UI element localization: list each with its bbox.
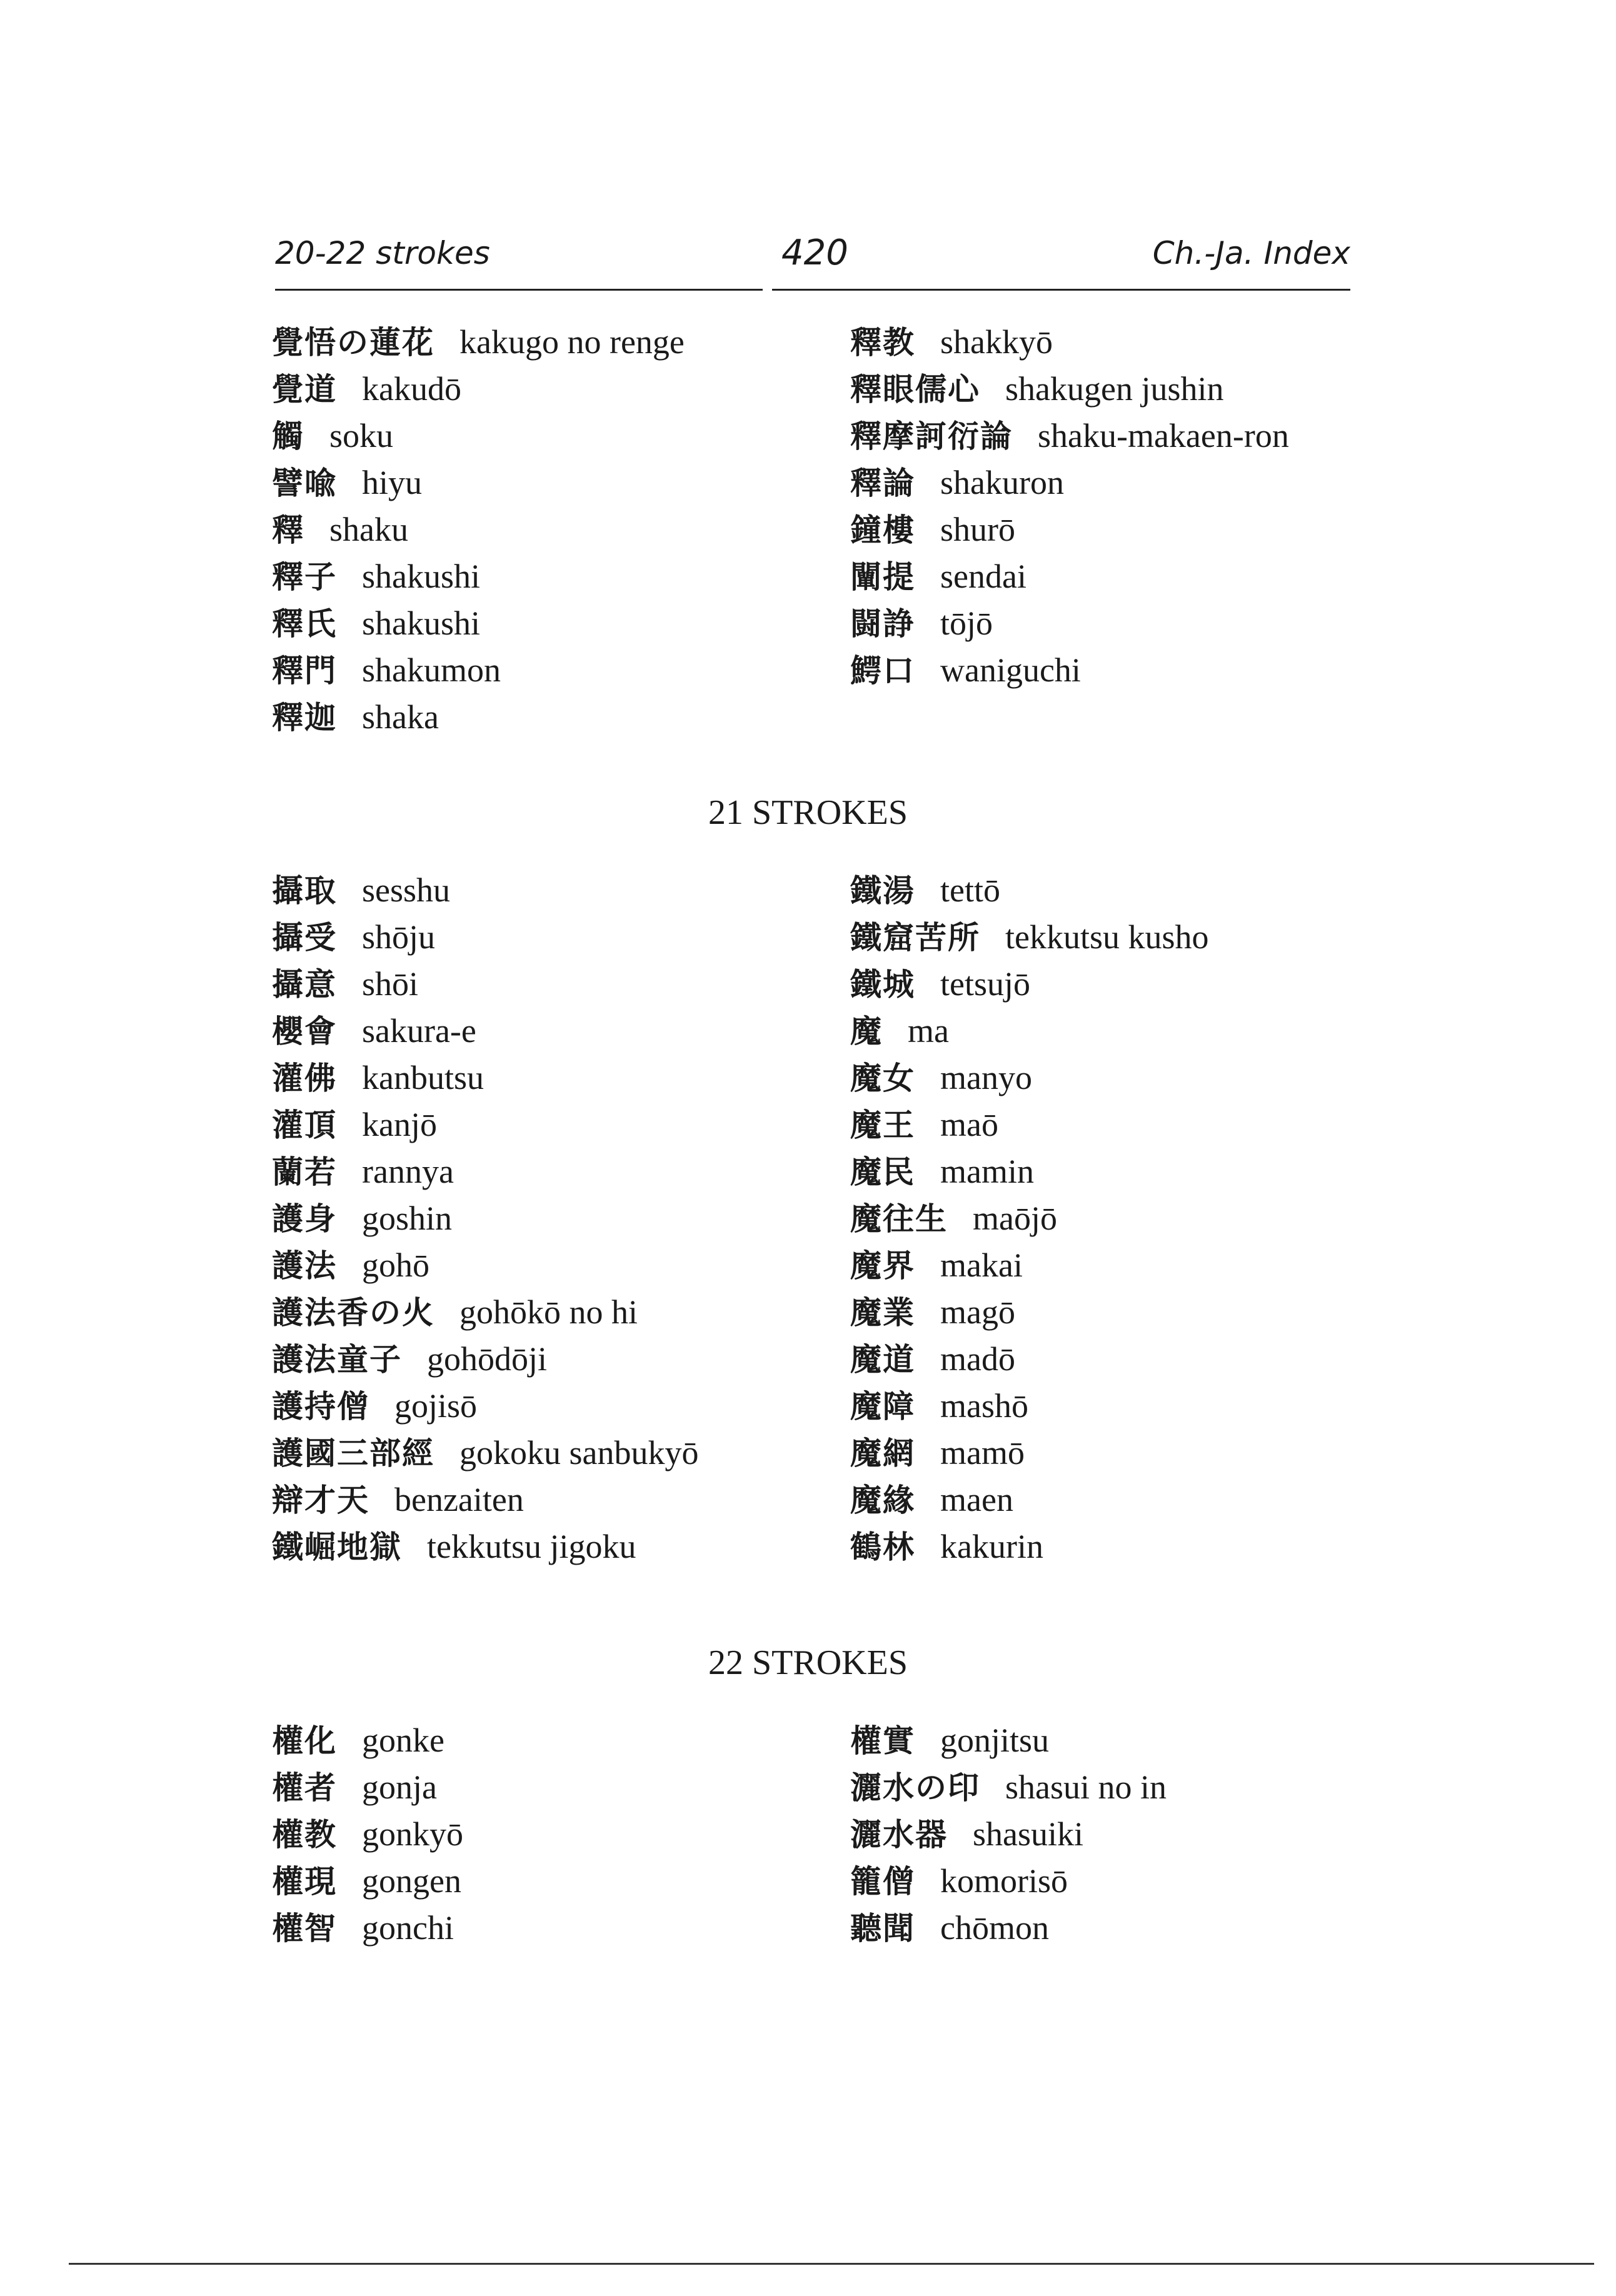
entry-reading: shakushi bbox=[362, 558, 480, 595]
entry-kanji: 護身 bbox=[272, 1201, 337, 1237]
entry-reading: shakkyō bbox=[940, 323, 1053, 361]
index-entry bbox=[272, 1763, 850, 1810]
entry-reading: tōjō bbox=[940, 604, 993, 642]
entry-reading: makai bbox=[940, 1246, 1023, 1284]
entry-kanji: 籠僧 bbox=[850, 1863, 915, 1900]
entry-kanji: 攝受 bbox=[272, 920, 337, 956]
index-entry bbox=[850, 318, 1372, 364]
entry-reading: mashō bbox=[940, 1387, 1028, 1425]
entry-kanji: 權者 bbox=[272, 1770, 337, 1806]
entry-kanji: 鶴林 bbox=[850, 1529, 915, 1565]
index-entry bbox=[850, 1288, 1372, 1335]
entry-reading: gohōdōji bbox=[427, 1340, 548, 1378]
entry-kanji: 魔女 bbox=[850, 1060, 915, 1096]
entry-reading: shakushi bbox=[362, 604, 480, 642]
index-entry bbox=[272, 1288, 850, 1335]
entry-reading: manyo bbox=[940, 1059, 1032, 1096]
entry-reading: benzaiten bbox=[394, 1481, 524, 1518]
index-entry bbox=[850, 1428, 1372, 1475]
index-entry bbox=[272, 1006, 850, 1053]
entry-reading: shaku bbox=[329, 511, 408, 548]
index-entry bbox=[272, 693, 850, 739]
header-rule-left bbox=[275, 289, 763, 291]
entry-kanji: 釋摩訶衍論 bbox=[850, 418, 1013, 454]
entry-reading: gonja bbox=[362, 1768, 437, 1806]
entry-reading: shasui no in bbox=[1005, 1768, 1167, 1806]
index-entry bbox=[272, 599, 850, 646]
entry-reading: shakumon bbox=[362, 651, 501, 689]
index-entry bbox=[850, 1335, 1372, 1381]
entry-kanji: 護法 bbox=[272, 1248, 337, 1284]
index-entry bbox=[850, 1903, 1372, 1950]
entry-reading: shōju bbox=[362, 918, 436, 956]
entry-kanji: 護持僧 bbox=[272, 1388, 369, 1425]
entry-kanji: 灑水の印 bbox=[850, 1770, 980, 1806]
entry-reading: tettō bbox=[940, 871, 1000, 909]
index-entry bbox=[850, 1053, 1372, 1100]
entry-kanji: 辯才天 bbox=[272, 1482, 369, 1518]
index-entry bbox=[850, 411, 1372, 458]
entry-kanji: 闘諍 bbox=[850, 606, 915, 642]
entry-kanji: 闡提 bbox=[850, 559, 915, 595]
entry-reading: tetsujō bbox=[940, 965, 1030, 1003]
index-entry bbox=[850, 458, 1372, 505]
entry-kanji: 攝意 bbox=[272, 966, 337, 1003]
header-rule-right bbox=[772, 289, 1350, 291]
index-entry bbox=[272, 960, 850, 1006]
entry-reading: shakuron bbox=[940, 464, 1064, 501]
index-entry bbox=[272, 1194, 850, 1241]
entry-kanji: 護法香の火 bbox=[272, 1295, 434, 1331]
entry-reading: hiyu bbox=[362, 464, 423, 501]
entry-kanji: 魔障 bbox=[850, 1388, 915, 1425]
index-entry bbox=[850, 913, 1372, 960]
entry-kanji: 護法童子 bbox=[272, 1341, 402, 1378]
entry-kanji: 鰐口 bbox=[850, 653, 915, 689]
entry-reading: gonjitsu bbox=[940, 1722, 1050, 1759]
entry-column-right bbox=[850, 1716, 1372, 1950]
index-entry bbox=[272, 1381, 850, 1428]
index-entry bbox=[850, 1194, 1372, 1241]
section-22-strokes bbox=[272, 1716, 1372, 1950]
entry-kanji: 灌佛 bbox=[272, 1060, 337, 1096]
entry-kanji: 權化 bbox=[272, 1723, 337, 1759]
entry-kanji: 魔 bbox=[850, 1013, 883, 1050]
entry-kanji: 權現 bbox=[272, 1863, 337, 1900]
entry-kanji: 魔業 bbox=[850, 1295, 915, 1331]
entry-reading: gonke bbox=[362, 1722, 444, 1759]
index-entry bbox=[272, 866, 850, 913]
entry-reading: rannya bbox=[362, 1153, 454, 1190]
index-entry bbox=[850, 1522, 1372, 1569]
index-entry bbox=[850, 1475, 1372, 1522]
section-21-strokes bbox=[272, 866, 1372, 1569]
index-entry bbox=[272, 505, 850, 552]
entry-kanji: 鐵窟苦所 bbox=[850, 920, 980, 956]
index-entry bbox=[272, 1810, 850, 1857]
entry-column-left bbox=[272, 1716, 850, 1950]
entry-reading: kakudō bbox=[362, 370, 461, 408]
index-entry bbox=[272, 318, 850, 364]
index-entry bbox=[850, 599, 1372, 646]
index-entry bbox=[272, 411, 850, 458]
index-entry bbox=[272, 1857, 850, 1903]
index-entry bbox=[850, 1381, 1372, 1428]
entry-reading: sendai bbox=[940, 558, 1026, 595]
section-heading-22-strokes: 22 STROKES bbox=[708, 1643, 908, 1682]
entry-kanji: 魔民 bbox=[850, 1154, 915, 1190]
entry-kanji: 鐵崛地獄 bbox=[272, 1529, 402, 1565]
index-entry bbox=[850, 364, 1372, 411]
entry-kanji: 權實 bbox=[850, 1723, 915, 1759]
index-entry bbox=[850, 1716, 1372, 1763]
entry-kanji: 釋論 bbox=[850, 465, 915, 501]
entry-kanji: 魔界 bbox=[850, 1248, 915, 1284]
entry-kanji: 鐘樓 bbox=[850, 512, 915, 548]
page-number: 420 bbox=[781, 233, 848, 273]
entry-reading: ma bbox=[908, 1012, 949, 1050]
index-entry bbox=[850, 960, 1372, 1006]
index-entry bbox=[850, 1810, 1372, 1857]
entry-column-right bbox=[850, 866, 1372, 1569]
entry-kanji: 護國三部經 bbox=[272, 1435, 434, 1471]
entry-kanji: 覺道 bbox=[272, 371, 337, 408]
entry-reading: shaka bbox=[362, 698, 439, 736]
entry-reading: chōmon bbox=[940, 1909, 1049, 1947]
entry-reading: kanbutsu bbox=[362, 1059, 484, 1096]
entry-kanji: 釋眼儒心 bbox=[850, 371, 980, 408]
entry-reading: gojisō bbox=[394, 1387, 478, 1425]
index-entry bbox=[272, 458, 850, 505]
index-entry bbox=[272, 1903, 850, 1950]
entry-reading: soku bbox=[329, 417, 394, 454]
entry-reading: gokoku sanbukyō bbox=[459, 1434, 699, 1471]
entry-reading: gonkyō bbox=[362, 1815, 463, 1853]
entry-kanji: 櫻會 bbox=[272, 1013, 337, 1050]
index-entry bbox=[850, 505, 1372, 552]
entry-reading: shasuiki bbox=[973, 1815, 1084, 1853]
entry-kanji: 魔緣 bbox=[850, 1482, 915, 1518]
entry-reading: kakugo no renge bbox=[459, 323, 685, 361]
entry-kanji: 灌頂 bbox=[272, 1107, 337, 1143]
index-entry bbox=[850, 1857, 1372, 1903]
index-entry bbox=[850, 1100, 1372, 1147]
entry-reading: gongen bbox=[362, 1862, 461, 1900]
entry-kanji: 蘭若 bbox=[272, 1154, 337, 1190]
entry-kanji: 釋迦 bbox=[272, 699, 337, 736]
index-entry bbox=[850, 1763, 1372, 1810]
entry-reading: maen bbox=[940, 1481, 1013, 1518]
entry-reading: mamin bbox=[940, 1153, 1034, 1190]
index-entry bbox=[850, 1006, 1372, 1053]
entry-reading: komorisō bbox=[940, 1862, 1068, 1900]
entry-reading: gonchi bbox=[362, 1909, 454, 1947]
index-entry bbox=[272, 1428, 850, 1475]
entry-reading: tekkutsu jigoku bbox=[427, 1528, 636, 1565]
entry-reading: maōjō bbox=[973, 1200, 1057, 1237]
entry-reading: shaku-makaen-ron bbox=[1038, 417, 1289, 454]
header-index-title: Ch.-Ja. Index bbox=[1152, 235, 1350, 271]
index-entry bbox=[272, 646, 850, 693]
entry-column-left bbox=[272, 866, 850, 1569]
index-entry bbox=[850, 552, 1372, 599]
entry-reading: madō bbox=[940, 1340, 1015, 1378]
index-entry bbox=[272, 552, 850, 599]
entry-reading: goshin bbox=[362, 1200, 453, 1237]
index-entry bbox=[850, 1241, 1372, 1288]
entry-reading: waniguchi bbox=[940, 651, 1081, 689]
entry-column-left bbox=[272, 318, 850, 739]
index-entry bbox=[272, 1335, 850, 1381]
entry-reading: shōi bbox=[362, 965, 419, 1003]
index-entry bbox=[272, 1522, 850, 1569]
entry-reading: shakugen jushin bbox=[1005, 370, 1224, 408]
entry-kanji: 覺悟の蓮花 bbox=[272, 324, 434, 361]
section-20-strokes bbox=[272, 318, 1372, 739]
header-stroke-range: 20-22 strokes bbox=[275, 235, 490, 271]
entry-kanji: 權教 bbox=[272, 1817, 337, 1853]
entry-kanji: 權智 bbox=[272, 1910, 337, 1947]
index-entry bbox=[272, 1716, 850, 1763]
index-entry bbox=[272, 1147, 850, 1194]
entry-reading: magō bbox=[940, 1293, 1015, 1331]
index-entry bbox=[850, 866, 1372, 913]
entry-kanji: 釋 bbox=[272, 512, 304, 548]
entry-kanji: 釋門 bbox=[272, 653, 337, 689]
entry-kanji: 灑水器 bbox=[850, 1817, 948, 1853]
index-entry bbox=[272, 1100, 850, 1147]
entry-reading: sesshu bbox=[362, 871, 451, 909]
entry-kanji: 釋子 bbox=[272, 559, 337, 595]
scan-edge-line bbox=[69, 2263, 1594, 2265]
entry-kanji: 攝取 bbox=[272, 873, 337, 909]
entry-kanji: 聽聞 bbox=[850, 1910, 915, 1947]
entry-kanji: 鐵湯 bbox=[850, 873, 915, 909]
entry-reading: kanjō bbox=[362, 1106, 437, 1143]
entry-reading: tekkutsu kusho bbox=[1005, 918, 1209, 956]
entry-reading: sakura-e bbox=[362, 1012, 476, 1050]
entry-reading: maō bbox=[940, 1106, 998, 1143]
index-entry bbox=[850, 646, 1372, 693]
entry-reading: mamō bbox=[940, 1434, 1025, 1471]
index-entry bbox=[850, 1147, 1372, 1194]
index-entry bbox=[272, 364, 850, 411]
entry-reading: kakurin bbox=[940, 1528, 1043, 1565]
section-heading-21-strokes: 21 STROKES bbox=[708, 793, 908, 832]
entry-kanji: 魔王 bbox=[850, 1107, 915, 1143]
index-entry bbox=[272, 913, 850, 960]
index-entry bbox=[272, 1053, 850, 1100]
entry-reading: gohō bbox=[362, 1246, 429, 1284]
entry-kanji: 魔網 bbox=[850, 1435, 915, 1471]
entry-kanji: 魔道 bbox=[850, 1341, 915, 1378]
entry-reading: shurō bbox=[940, 511, 1015, 548]
entry-kanji: 釋教 bbox=[850, 324, 915, 361]
entry-kanji: 釋氏 bbox=[272, 606, 337, 642]
entry-kanji: 譬喩 bbox=[272, 465, 337, 501]
entry-kanji: 觸 bbox=[272, 418, 304, 454]
entry-reading: gohōkō no hi bbox=[459, 1293, 638, 1331]
entry-column-right bbox=[850, 318, 1372, 739]
entry-kanji: 魔往生 bbox=[850, 1201, 948, 1237]
index-entry bbox=[272, 1475, 850, 1522]
index-entry bbox=[272, 1241, 850, 1288]
entry-kanji: 鐵城 bbox=[850, 966, 915, 1003]
